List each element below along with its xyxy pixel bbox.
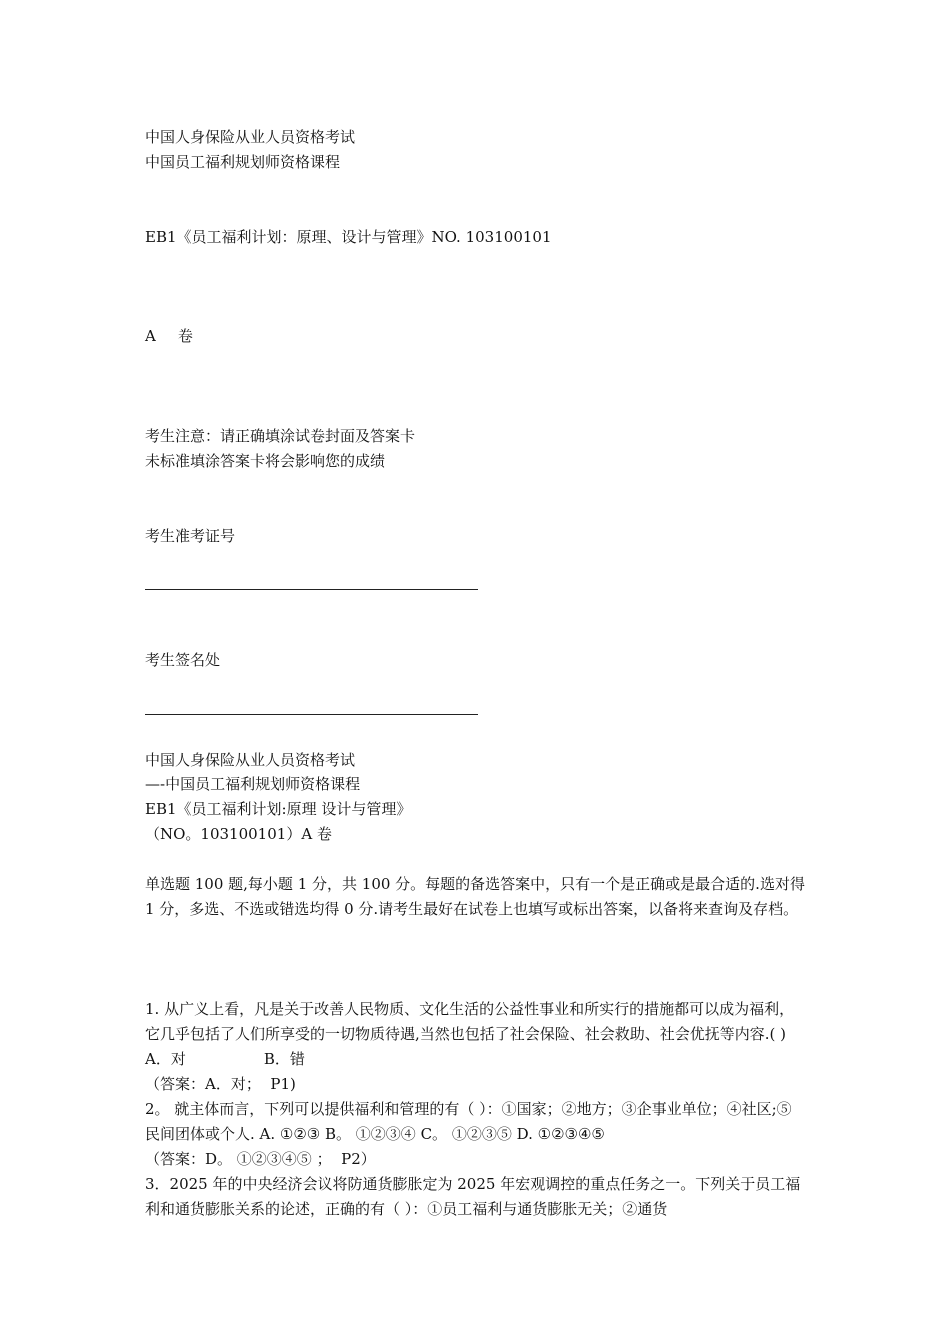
- signature-label: 考生签名处: [145, 651, 221, 669]
- question-3-text: 3．2025 年的中央经济会议将防通货膨胀定为 2025 年宏观调控的重点任务之一。下列关于员工福利和通货膨胀关系的论述，正确的有（ ）：①员工福利与通货膨胀无关；②通货: [145, 1175, 801, 1218]
- notice-line2: 未标准填涂答案卡将会影响您的成绩: [145, 452, 386, 470]
- exam-instructions: 单选题 100 题,每小题 1 分，共 100 分。每题的备选答案中，只有一个是正确或是最合适的.选对得 1 分，多选、不选或错选均得 0 分.请考生最好在试卷上也填写或标出答案，以备将来查询及存档。: [145, 875, 805, 918]
- option-b: B．错: [263, 1050, 305, 1068]
- paper-letter: A: [145, 327, 156, 345]
- signature-fill-line: [145, 714, 478, 715]
- question-1-options: [145, 1047, 305, 1071]
- org-title-line1: 中国人身保险从业人员资格考试: [145, 128, 356, 146]
- header2-line2: —-中国员工福利规划师资格课程: [145, 775, 361, 793]
- org-title-line2: 中国员工福利规划师资格课程: [145, 153, 341, 171]
- exam-id-label: 考生准考证号: [145, 527, 236, 545]
- notice-line1: 考生注意：请正确填涂试卷封面及答案卡: [145, 427, 416, 445]
- header2-line4: （NO。103100101）A 卷: [145, 825, 332, 843]
- question-2-answer: （答案：D。 ①②③④⑤ ； P2）: [145, 1150, 376, 1168]
- question-2-text: 2。 就主体而言，下列可以提供福利和管理的有（ ）：①国家；②地方；③企事业单位；④社区;⑤ 民间团体或个人. A. ①②③ B。 ①②③④ C。 ①②③⑤ D. ①②③④⑤: [145, 1100, 792, 1143]
- question-1-answer: （答案：A．对； P1): [145, 1075, 296, 1093]
- paper-version: [145, 324, 193, 348]
- paper-label: 卷: [177, 327, 193, 345]
- exam-id-fill-line: [145, 589, 478, 590]
- option-a: A．对: [145, 1050, 186, 1068]
- course-title: EB1《员工福利计划：原理、设计与管理》NO. 103100101: [145, 228, 552, 246]
- question-1-text: 1. 从广义上看，凡是关于改善人民物质、文化生活的公益性事业和所实行的措施都可以成为福利，它几乎包括了人们所享受的一切物质待遇,当然也包括了社会保险、社会救助、社会优抚等内容.( ): [145, 1000, 795, 1043]
- header2-line3: EB1《员工福利计划:原理 设计与管理》: [145, 800, 412, 818]
- header2-line1: 中国人身保险从业人员资格考试: [145, 751, 356, 769]
